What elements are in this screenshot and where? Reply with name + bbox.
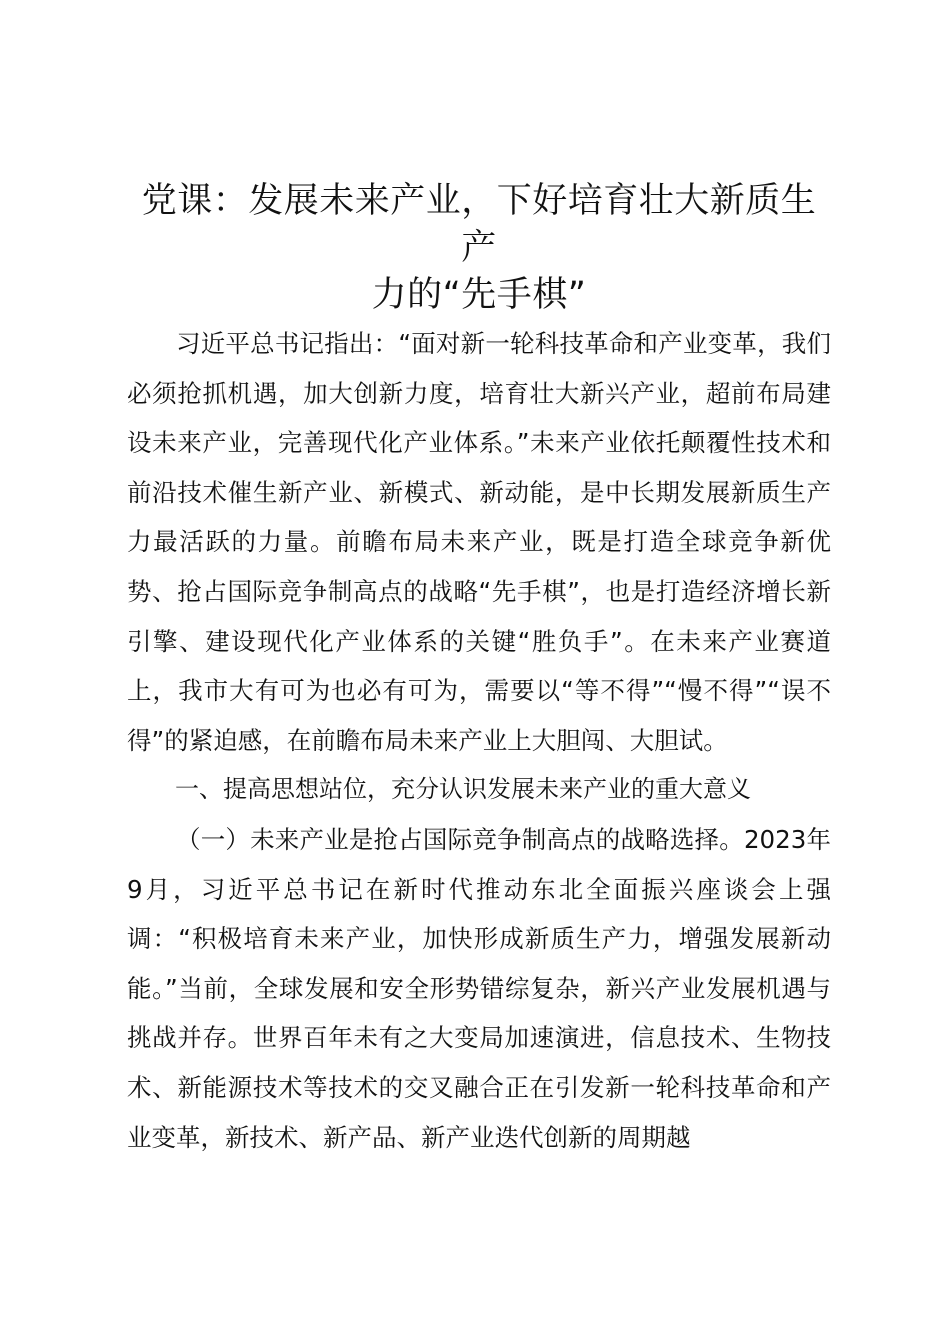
title-line-2: 力的“先手棋” <box>371 275 587 315</box>
title-line-1: 党课：发展未来产业，下好培育壮大新质生产 <box>141 181 817 268</box>
document-title <box>127 178 831 319</box>
body-paragraph: （一）未来产业是抢占国际竞争制高点的战略选择。2023年9月，习近平总书记在新时代推动东北全面振兴座谈会上强调：“积极培育未来产业，加快形成新质生产力，增强发展新动能。”当前，全球发展和安全形势错综复杂，新兴产业发展机遇与挑战并存。世界百年未有之大变局加速演进，信息技术、生物技术、新能源技术等技术的交叉融合正在引发新一轮科技革命和产业变革，新技术、新产品、新产业迭代创新的周期越 <box>127 824 831 1152</box>
intro-paragraph: 习近平总书记指出：“面对新一轮科技革命和产业变革，我们必须抢抓机遇，加大创新力度，培育壮大新兴产业，超前布局建设未来产业，完善现代化产业体系。”未来产业依托颠覆性技术和前沿技术催生新产业、新模式、新动能，是中长期发展新质生产力最活跃的力量。前瞻布局未来产业，既是打造全球竞争新优势、抢占国际竞争制高点的战略“先手棋”，也是打造经济增长新引擎、建设现代化产业体系的关键“胜负手”。在未来产业赛道上，我市大有可为也必有可为，需要以“等不得”“慢不得”“误不得”的紧迫感，在前瞻布局未来产业上大胆闯、大胆试。 <box>127 329 831 755</box>
section-heading-1: 一、提高思想站位，充分认识发展未来产业的重大意义 <box>175 775 751 804</box>
document-page <box>127 178 831 1162</box>
